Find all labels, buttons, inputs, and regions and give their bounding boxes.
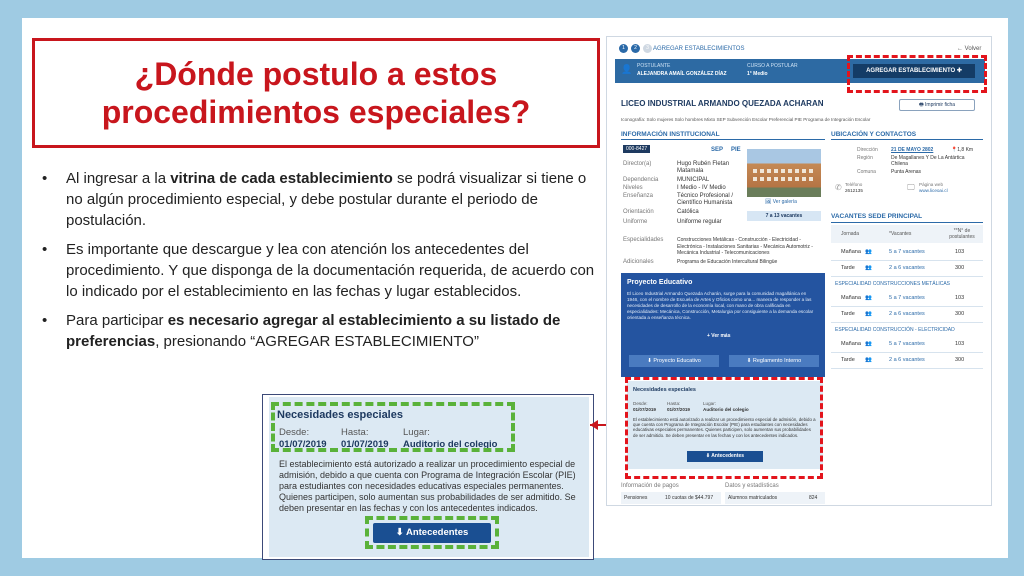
back-link[interactable]: ← Volver <box>957 46 982 52</box>
printer-icon: 🖶 <box>918 102 926 108</box>
vac-cell: Tarde <box>841 357 855 363</box>
field-label: Enseñanza <box>623 193 654 199</box>
bullet-item: • Al ingresar a la vitrina de cada establecimiento se podrá visualizar si tiene o no algún procedimiento especial, y debe postular durante el periodo de postulación. <box>38 168 604 231</box>
step-indicator <box>619 44 652 53</box>
gallery-link[interactable]: 🖼 Ver galería <box>765 199 797 205</box>
ne-hasta: 01/07/2019 <box>667 407 690 412</box>
telefono-label: Teléfono <box>845 182 863 187</box>
bullet-list <box>38 168 604 360</box>
ne-text: El establecimiento está autorizado a realizar un procedimiento especial de admisión, debido a que cuenta con Programa de Integración Escolar (PIE) para estudiantes con necesidades educativas especiales permanentes. Quienes participen, solo aumentan sus probabilidades de ser admitido. Se deben presentar en las fechas y con los antecedentes indicados. <box>633 417 816 438</box>
comuna-label: Comuna <box>857 169 876 175</box>
group-icon: 👥 <box>865 265 872 271</box>
slide-title: ¿Dónde postulo a estos procedimientos especiales? <box>101 56 531 130</box>
lugar-label: Lugar: <box>403 427 430 438</box>
bullet-item: • Para participar es necesario agregar al establecimiento a su listado de preferencias, presionando “AGREGAR ESTABLECIMIENTO” <box>38 310 604 352</box>
especialidades-label: Especialidades <box>623 237 664 243</box>
special-needs-panel-zoomed <box>269 397 589 557</box>
info-section-title: INFORMACIÓN INSTITUCIONAL <box>621 131 720 138</box>
special-needs-text: El establecimiento está autorizado a realizar un procedimiento especial de admisión, debido a que cuenta con Programa de Integración Escolar (PIE) para estudiantes con necesidades educativas especiales permanentes. Quienes participen, solo aumentan sus probabilidades de ser admitido. Se deben presentar en las fechas y con los antecedentes indicados. <box>279 459 576 513</box>
reglamento-button[interactable]: ⬇ Reglamento Interno <box>729 355 819 367</box>
field-value: Técnico Profesional / Científico Humanista <box>677 193 734 206</box>
web-icon: 🖵 <box>907 183 915 192</box>
add-school-button[interactable]: AGREGAR ESTABLECIMIENTO ✚ <box>853 64 975 78</box>
desde-value: 01/07/2019 <box>279 439 327 450</box>
pie-badge: PIE <box>731 147 741 153</box>
window-row <box>753 177 815 181</box>
vac-cell: Mañana <box>841 249 861 255</box>
vac-cell: Tarde <box>841 265 855 271</box>
vac-cell: 5 a 7 vacantes <box>889 341 925 347</box>
vac-header: **N° de postulantes <box>949 228 975 240</box>
field-value: I Medio - IV Medio <box>677 185 726 191</box>
vac-header-row <box>831 225 983 243</box>
antecedentes-button-zoomed[interactable]: ⬇ Antecedentes <box>373 523 491 543</box>
hasta-value: 01/07/2019 <box>341 439 389 450</box>
download-icon: ⬇ <box>395 527 406 538</box>
antecedentes-button[interactable]: ⬇ Antecedentes <box>687 451 763 462</box>
hasta-label: Hasta: <box>341 427 369 438</box>
distance: 📍1,8 Km <box>951 147 974 153</box>
vac-row <box>831 307 983 323</box>
vac-header: Jornada <box>841 231 860 237</box>
vacancy-pill: 7 a 13 vacantes <box>747 211 821 221</box>
lugar-value: Auditorio del colegio <box>403 439 498 450</box>
zoomed-inset <box>262 394 594 560</box>
plus-icon: ✚ <box>956 68 962 74</box>
region-label: Región <box>857 155 873 161</box>
vacantes-title: VACANTES SEDE PRINCIPAL <box>831 213 923 220</box>
vac-cell: 2 a 6 vacantes <box>889 265 925 271</box>
proyecto-educativo-button[interactable]: ⬇ Proyecto Educativo <box>629 355 719 367</box>
user-icon: 👤 <box>621 64 633 74</box>
field-label: Uniforme <box>623 219 648 225</box>
vac-cell: Mañana <box>841 295 861 301</box>
curso-label: CURSO A POSTULAR <box>747 63 798 69</box>
divider <box>831 139 983 140</box>
step-3: 3 <box>643 44 652 53</box>
postulante-name: ALEJANDRA AMAÍL GONZÁLEZ DÍAZ <box>637 71 727 77</box>
vac-cell: 2 a 6 vacantes <box>889 311 925 317</box>
arrow-head <box>590 420 598 430</box>
window-row <box>753 169 815 173</box>
comuna-value: Punta Arenas <box>891 169 922 175</box>
datos-row <box>725 492 825 504</box>
group-icon: 👥 <box>865 249 872 255</box>
vac-cell: 103 <box>955 341 965 347</box>
group-icon: 👥 <box>865 295 872 301</box>
field-value: Hugo Rubén Fletan Matamala <box>677 161 730 174</box>
highlight-dates <box>271 402 515 452</box>
vac-row <box>831 261 983 277</box>
datos-label: Datos y estadísticas <box>725 483 779 489</box>
step-label: AGREGAR ESTABLECIMIENTOS <box>653 46 745 52</box>
vac-section-title: ESPECIALIDAD CONSTRUCCIONES METÁLICAS <box>835 281 951 287</box>
sep-badge: SEP <box>711 147 724 153</box>
telefono-value: 2612135 <box>845 188 863 193</box>
especialidades-value: Construcciones Metálicas - Construcción - Electricidad - Electrónica - Instalaciones Sanitarias - Mecánica Automotriz - Mecánica Industrial - Telecomunicaciones <box>677 237 813 256</box>
field-label: Niveles <box>623 185 643 191</box>
special-needs-title: Necesidades especiales <box>277 409 403 421</box>
adicionales-value: Programa de Educación Intercultural Bilingüe <box>677 259 778 265</box>
print-button[interactable]: 🖶 Imprimir ficha <box>899 99 975 111</box>
vac-cell: 300 <box>955 311 965 317</box>
step-1: 1 <box>619 44 628 53</box>
download-icon: ⬇ <box>647 358 654 364</box>
direccion-label: Dirección <box>857 147 878 153</box>
download-icon: ⬇ <box>746 358 753 364</box>
divider <box>831 222 983 223</box>
phone-icon: ✆ <box>835 183 842 192</box>
school-name: LICEO INDUSTRIAL ARMANDO QUEZADA ACHARAN <box>621 99 824 108</box>
field-label: Orientación <box>623 209 654 215</box>
ne-hasta-label: Hasta: <box>667 401 681 406</box>
school-photo <box>747 149 821 197</box>
divider <box>621 139 825 140</box>
vac-cell: 300 <box>955 357 965 363</box>
desde-label: Desde: <box>279 427 310 438</box>
vac-header: *Vacantes <box>889 231 912 237</box>
proyecto-panel <box>621 273 825 377</box>
vac-cell: 103 <box>955 249 965 255</box>
vac-cell: 5 a 7 vacantes <box>889 249 925 255</box>
postulante-label: POSTULANTE <box>637 63 671 69</box>
curso-value: 1° Medio <box>747 71 768 77</box>
location-section-title: UBICACIÓN Y CONTACTOS <box>831 131 917 138</box>
web-label: Página web <box>919 182 944 187</box>
ne-desde-label: Desde: <box>633 401 648 406</box>
rbd-badge: 000-8427 <box>623 145 650 153</box>
pagos-label: Información de pagos <box>621 483 679 489</box>
pagos-key: Pensiones <box>624 495 648 501</box>
group-icon: 👥 <box>865 311 872 317</box>
ne-lugar: Auditorio del colegio <box>703 407 749 412</box>
field-label: Dependencia <box>623 177 659 183</box>
highlight-button <box>365 516 499 549</box>
iconography-legend: Iconografía: Solo mujeres Solo hombres Mixto SEP Subvención Escolar Preferencial PIE Programa de Integración Escolar <box>621 117 871 122</box>
pagos-row <box>621 492 721 504</box>
map-pin-icon: 📍 <box>951 147 958 153</box>
bullet-item: • Es importante que descargue y lea con atención los antecedentes del procedimiento. Y que disponga de la documentación requerida, de acuerdo con lo indicado por el establecimiento en las fechas y lugar establecidos. <box>38 239 604 302</box>
step-2: 2 <box>631 44 640 53</box>
highlight-add-button <box>847 55 987 93</box>
adicionales-label: Adicionales <box>623 259 654 265</box>
vac-cell: Tarde <box>841 311 855 317</box>
group-icon: 👥 <box>865 357 872 363</box>
field-value: MUNICIPAL <box>677 177 710 183</box>
vac-cell: 103 <box>955 295 965 301</box>
direccion-value[interactable]: 21 DE MAYO 2802 <box>891 147 934 153</box>
region-value: De Magallanes Y De La Antártica Chilena <box>891 155 965 167</box>
vac-cell: Mañana <box>841 341 861 347</box>
title-box <box>32 38 600 148</box>
vac-row <box>831 337 983 353</box>
platform-screenshot <box>606 36 992 506</box>
field-value: Católica <box>677 209 699 215</box>
highlight-special-needs <box>625 377 823 479</box>
download-icon: ⬇ <box>705 453 712 459</box>
vac-row <box>831 291 983 307</box>
pagos-value: 10 cuotas de $44.797 <box>665 495 714 501</box>
vac-section-title: ESPECIALIDAD CONSTRUCCIÓN - ELECTRICIDAD <box>835 327 955 333</box>
datos-value: 824 <box>809 495 818 501</box>
field-value: Uniforme regular <box>677 219 722 225</box>
ne-title: Necesidades especiales <box>633 387 696 393</box>
field-label: Director(a) <box>623 161 652 167</box>
proyecto-title: Proyecto Educativo <box>627 279 693 286</box>
ver-mas-link[interactable]: + Ver más <box>707 333 731 339</box>
vac-cell: 5 a 7 vacantes <box>889 295 925 301</box>
vac-cell: 2 a 6 vacantes <box>889 357 925 363</box>
vac-row <box>831 245 983 261</box>
vac-cell: 300 <box>955 265 965 271</box>
ne-desde: 01/07/2019 <box>633 407 656 412</box>
group-icon: 👥 <box>865 341 872 347</box>
vac-row <box>831 353 983 369</box>
arrow-left-icon: ← <box>957 46 965 52</box>
image-icon: 🖼 <box>765 199 773 205</box>
proyecto-text: El Liceo Industrial Armando Quezada Acharán, surge para la comunidad magallánica en 1946, con el nombre de Escuela de Artes y Oficios como una... manera de responder a las necesidades de desarrollo de la economía local, con mano de obra calificada en especialidades: Mecánica, Construcción, Metalurgia por consiguiente a la demanda escolar orientada a enseñanza técnica. <box>627 291 814 320</box>
ne-lugar-label: Lugar: <box>703 401 717 406</box>
datos-key: Alumnos matriculados <box>728 495 778 501</box>
web-link[interactable]: www.liceoai.cl <box>919 188 948 193</box>
